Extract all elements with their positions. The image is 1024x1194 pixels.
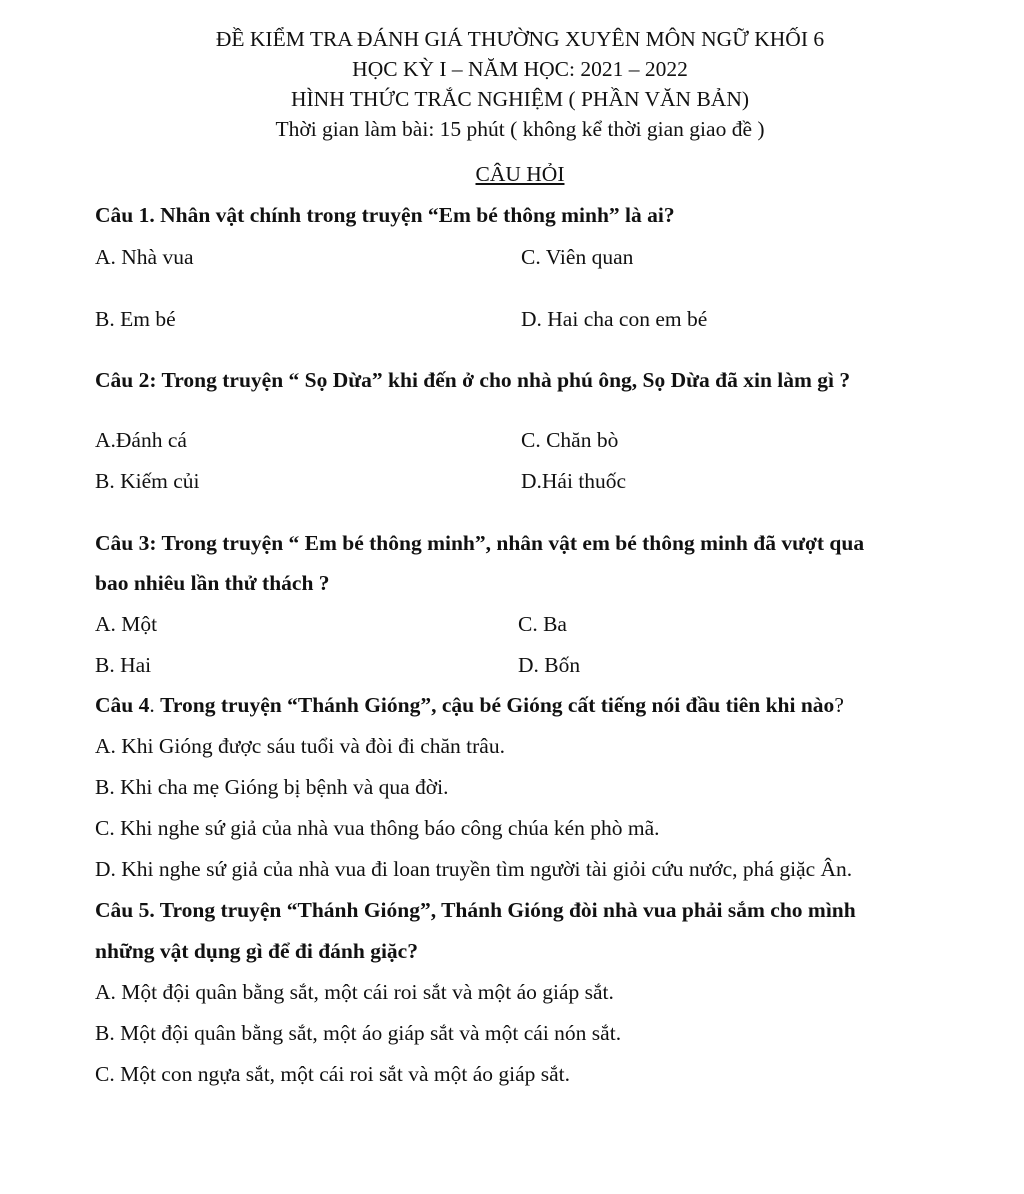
question-1-option-b: B. Em bé — [95, 307, 176, 331]
question-2-option-d: D.Hái thuốc — [521, 469, 627, 493]
question-1-option-c: C. Viên quan — [521, 245, 634, 269]
question-5-line-2: những vật dụng gì để đi đánh giặc? — [95, 939, 418, 963]
question-2: Câu 2: Trong truyện “ Sọ Dừa” khi đến ở cho nhà phú ông, Sọ Dừa đã xin làm gì ? — [95, 368, 851, 392]
question-3-line-1: Câu 3: Trong truyện “ Em bé thông minh”, nhân vật em bé thông minh đã vượt qua — [95, 531, 865, 555]
question-3-option-a: A. Một — [95, 612, 158, 636]
question-4-body: Trong truyện “Thánh Gióng”, cậu bé Gióng cất tiếng nói đầu tiên khi nào — [160, 693, 835, 717]
question-4-option-b: B. Khi cha mẹ Gióng bị bệnh và qua đời. — [95, 775, 449, 799]
question-4-separator: . — [149, 693, 161, 717]
question-5-option-a: A. Một đội quân bằng sắt, một cái roi sắt và một áo giáp sắt. — [95, 980, 614, 1004]
question-3-option-b: B. Hai — [95, 653, 152, 677]
time-limit-line: Thời gian làm bài: 15 phút ( không kể thời gian giao đề ) — [275, 117, 765, 141]
question-4-end: ? — [834, 693, 844, 717]
question-3-option-d: D. Bốn — [518, 653, 581, 677]
question-1-option-a: A. Nhà vua — [95, 245, 194, 269]
question-1: Câu 1. Nhân vật chính trong truyện “Em bé thông minh” là ai? — [95, 203, 675, 227]
question-3-option-c: C. Ba — [518, 612, 567, 636]
question-4-option-d: D. Khi nghe sứ giả của nhà vua đi loan truyền tìm người tài giỏi cứu nước, phá giặc Ân. — [95, 857, 853, 881]
question-4-label: Câu 4 — [95, 693, 150, 717]
question-5-line-1: Câu 5. Trong truyện “Thánh Gióng”, Thánh Gióng đòi nhà vua phải sắm cho mình — [95, 898, 856, 922]
question-2-option-c: C. Chăn bò — [521, 428, 619, 452]
question-5-option-b: B. Một đội quân bằng sắt, một áo giáp sắt và một cái nón sắt. — [95, 1021, 622, 1045]
question-5-option-c: C. Một con ngựa sắt, một cái roi sắt và một áo giáp sắt. — [95, 1062, 571, 1086]
question-4-option-a: A. Khi Gióng được sáu tuổi và đòi đi chăn trâu. — [95, 734, 505, 758]
exam-format-line: HÌNH THỨC TRẮC NGHIỆM ( PHẦN VĂN BẢN) — [290, 87, 750, 111]
exam-title: ĐỀ KIỂM TRA ĐÁNH GIÁ THƯỜNG XUYÊN MÔN NGỮ KHỐI 6 — [215, 27, 825, 51]
question-2-option-b: B. Kiếm củi — [95, 469, 200, 493]
semester-line: HỌC KỲ I – NĂM HỌC: 2021 – 2022 — [352, 57, 688, 81]
section-title: CÂU HỎI — [475, 162, 565, 186]
question-4 — [95, 693, 844, 718]
question-2-option-a: A.Đánh cá — [95, 428, 187, 452]
question-3-line-2: bao nhiêu lần thử thách ? — [95, 571, 330, 595]
question-1-option-d: D. Hai cha con em bé — [521, 307, 708, 331]
question-4-option-c: C. Khi nghe sứ giả của nhà vua thông báo công chúa kén phò mã. — [95, 816, 660, 840]
